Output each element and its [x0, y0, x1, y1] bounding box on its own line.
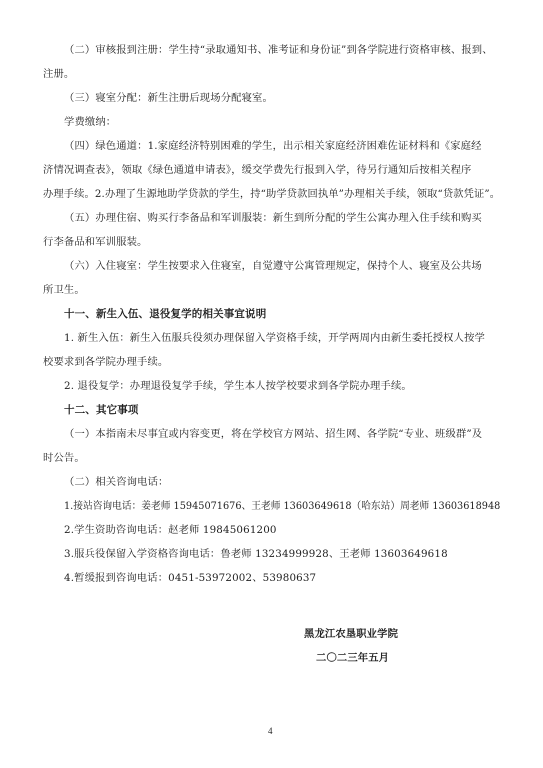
- paragraph-announcements: （一）本指南未尽事宜或内容变更，将在学校官方网站、招生网、各学院“专业、班级群”及: [64, 428, 483, 440]
- contact-pickup: 1.接站咨询电话：姜老师 15945071676、王老师 13603649618（哈东站）周老师 13603618948: [64, 500, 501, 512]
- contact-military: 3.服兵役保留入学资格咨询电话：鲁老师 13234999928、王老师 13603649618: [64, 548, 448, 560]
- paragraph-enlistment: 1. 新生入伍：新生入伍服兵役须办理保留入学资格手续，开学两周内由新生委托授权人按学: [64, 332, 485, 344]
- contact-deferral: 4.暂缓报到咨询电话：0451-53972002、53980637: [64, 572, 317, 584]
- section-heading-12: 十二、其它事项: [64, 404, 139, 416]
- contact-financial-aid: 2.学生资助咨询电话：赵老师 19845061200: [64, 524, 277, 536]
- paragraph-accommodation-cont: 行李备品和军训服装。: [43, 236, 148, 248]
- paragraph-contacts-label: （二）相关咨询电话：: [64, 476, 169, 488]
- paragraph-green-channel: （四）绿色通道：1.家庭经济特别困难的学生，出示相关家庭经济困难佐证材料和《家庭经: [64, 140, 482, 152]
- paragraph-green-channel-cont-1: 济情况调查表》，领取《绿色通道申请表》，缓交学费先行报到入学，待另行通知后按相关程序: [43, 164, 472, 176]
- paragraph-green-channel-cont-2: 办理手续。2.办理了生源地助学贷款的学生，持“助学贷款回执单”办理相关手续，领取“贷款凭证”。: [43, 188, 501, 200]
- paragraph-registration: （二）审核报到注册：学生持“录取通知书、准考证和身份证”到各学院进行资格审核、报到、: [64, 44, 493, 56]
- section-heading-11: 十一、新生入伍、退役复学的相关事宜说明: [64, 308, 267, 320]
- paragraph-enlistment-cont: 校要求到各学院办理手续。: [43, 356, 169, 368]
- signature-date: 二〇二三年五月: [316, 652, 390, 664]
- page-number: 4: [268, 726, 273, 736]
- paragraph-accommodation: （五）办理住宿、购买行李备品和军训服装：新生到所分配的学生公寓办理入住手续和购买: [64, 212, 482, 224]
- paragraph-tuition-label: 学费缴纳：: [64, 116, 117, 128]
- paragraph-reenrollment: 2. 退役复学：办理退役复学手续，学生本人按学校要求到各学院办理手续。: [64, 380, 412, 392]
- paragraph-move-in: （六）入住寝室：学生按要求入住寝室，自觉遵守公寓管理规定，保持个人、寝室及公共场: [64, 260, 482, 272]
- signature-institution: 黑龙江农垦职业学院: [304, 628, 399, 640]
- paragraph-announcements-cont: 时公告。: [43, 452, 85, 464]
- paragraph-dorm-assignment: （三）寝室分配：新生注册后现场分配寝室。: [64, 92, 273, 104]
- paragraph-registration-cont: 注册。: [43, 68, 75, 80]
- paragraph-move-in-cont: 所卫生。: [43, 284, 85, 296]
